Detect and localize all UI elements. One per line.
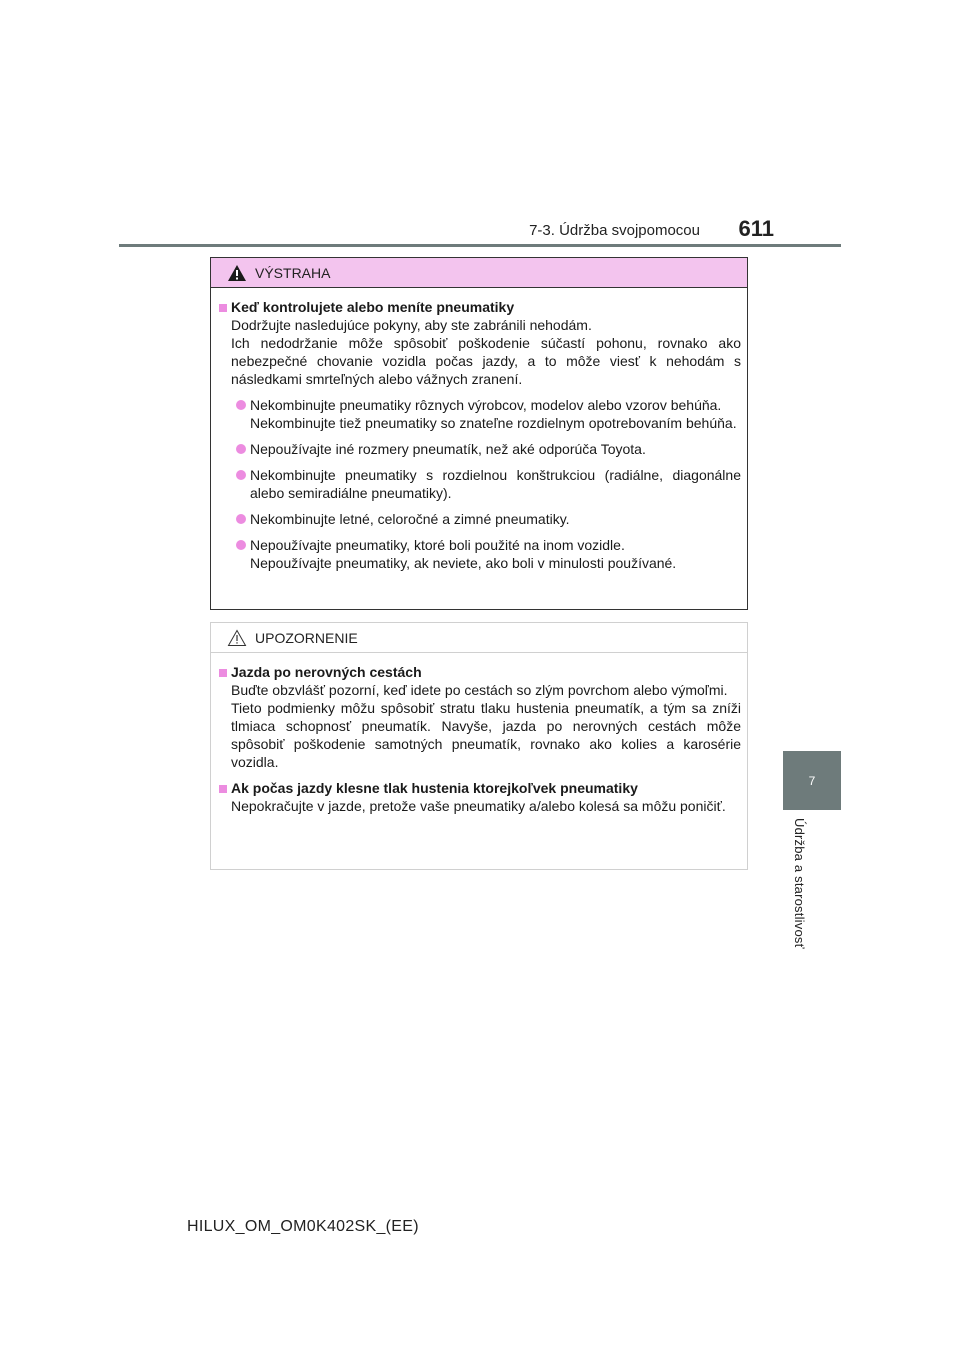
warning-body (211, 288, 747, 572)
list-item (219, 536, 741, 572)
notice-section-title (219, 663, 741, 681)
notice-box (210, 622, 748, 870)
list-item (219, 510, 741, 528)
bullet-line: Nekombinujte pneumatiky s rozdielnou konštrukciou (radiálne, diagonálne alebo semiradiálne pneumatiky). (250, 467, 741, 501)
list-item (219, 466, 741, 502)
notice-header (211, 623, 747, 653)
notice-section-title-text: Ak počas jazdy klesne tlak hustenia ktorejkoľvek pneumatiky (231, 780, 638, 796)
notice-paragraph: Buďte obzvlášť pozorní, keď idete po cestách so zlým povrchom alebo výmoľmi. (231, 682, 728, 698)
notice-body (211, 653, 747, 815)
list-item (219, 396, 741, 432)
notice-paragraph: Nepokračujte v jazde, pretože vaše pneumatiky a/alebo kolesá sa môžu poničiť. (231, 798, 726, 814)
section-title: 7-3. Údržba svojpomocou (529, 222, 700, 239)
round-bullet-icon (236, 540, 246, 550)
warning-intro-2: Ich nedodržanie môže spôsobiť poškodenie súčastí pohonu, rovnako ako nebezpečné chovanie vozidla počas jazdy, a to môže viesť k nehodám s následkami smrteľných alebo vážnych zranení. (231, 335, 741, 387)
warning-section-title-text: Keď kontrolujete alebo meníte pneumatiky (231, 299, 515, 315)
list-item (219, 440, 741, 458)
square-bullet-icon (219, 785, 227, 793)
chapter-title-vertical: Údržba a starostlivosť (792, 818, 807, 949)
page-number: 611 (738, 216, 774, 241)
warning-title: VÝSTRAHA (255, 264, 331, 281)
square-bullet-icon (219, 304, 227, 312)
round-bullet-icon (236, 470, 246, 480)
warning-header (211, 258, 747, 288)
bullet-line: Nepoužívajte pneumatiky, ktoré boli použité na inom vozidle. (250, 537, 625, 553)
bullet-line: Nekombinujte letné, celoročné a zimné pneumatiky. (250, 511, 570, 527)
chapter-tab (783, 751, 841, 810)
round-bullet-icon (236, 444, 246, 454)
warning-intro-1: Dodržujte nasledujúce pokyny, aby ste zabránili nehodám. (231, 317, 592, 333)
notice-title: UPOZORNENIE (255, 629, 358, 646)
caution-triangle-outline-icon (227, 629, 247, 647)
round-bullet-icon (236, 514, 246, 524)
bullet-line: Nepoužívajte iné rozmery pneumatík, než aké odporúča Toyota. (250, 441, 646, 457)
bullet-line: Nepoužívajte pneumatiky, ak neviete, ako boli v minulosti používané. (250, 555, 677, 571)
square-bullet-icon (219, 669, 227, 677)
document-code: HILUX_OM_OM0K402SK_(EE) (187, 1218, 419, 1235)
notice-paragraph: Tieto podmienky môžu spôsobiť stratu tlaku hustenia pneumatík, a tým sa zníži tlmiaca schopnosť pneumatík. Navyše, jazda po nerovných cestách môže spôsobiť poškodenie samotných pneumatík, rovnako ako kolies a karosérie vozidla. (231, 700, 741, 770)
bullet-line: Nekombinujte pneumatiky rôznych výrobcov, modelov alebo vzorov behúňa. (250, 397, 722, 413)
notice-section-title-text: Jazda po nerovných cestách (231, 664, 422, 680)
header-rule (119, 244, 841, 247)
warning-triangle-icon (227, 264, 247, 282)
warning-section-title (219, 298, 741, 316)
notice-section-title (219, 779, 741, 797)
chapter-number: 7 (808, 773, 816, 788)
bullet-line: Nekombinujte tiež pneumatiky so znateľne rozdielnym opotrebovaním behúňa. (250, 415, 737, 431)
warning-box (210, 257, 748, 610)
round-bullet-icon (236, 400, 246, 410)
